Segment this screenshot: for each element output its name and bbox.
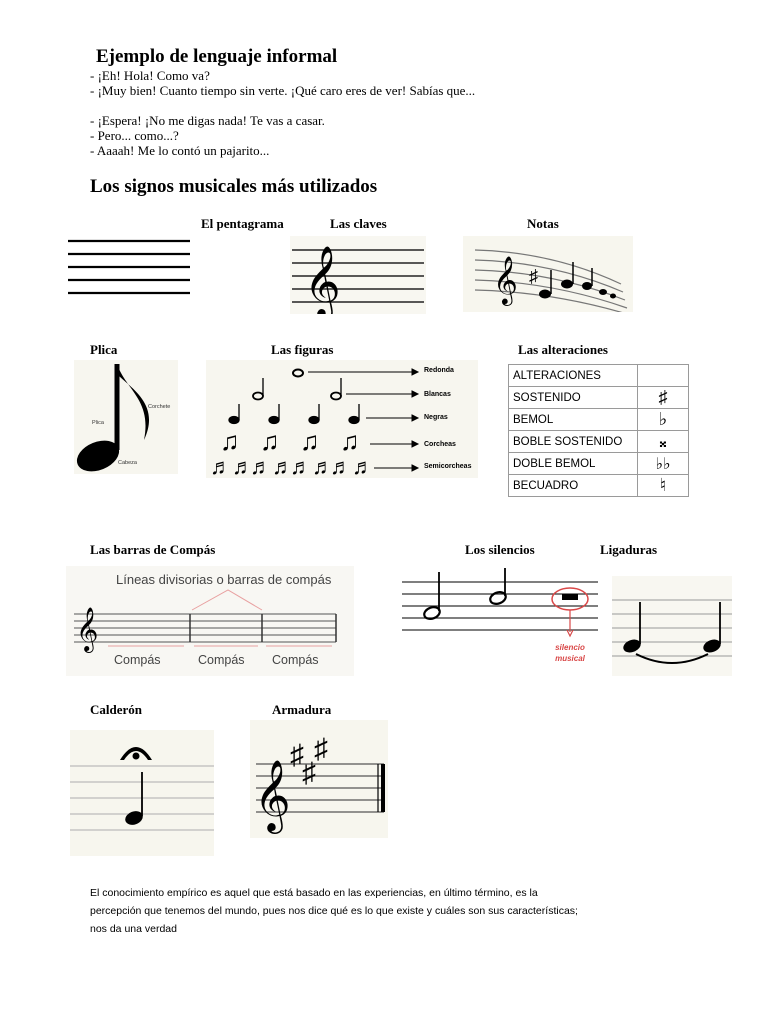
- table-row: SOSTENIDO ♯: [509, 387, 689, 409]
- heading-informal: Ejemplo de lenguaje informal: [96, 46, 338, 67]
- compas-label: Compás: [272, 653, 319, 667]
- sharp-icon: ♯: [529, 266, 538, 286]
- pentagrama-image: [66, 212, 192, 304]
- dialogue-line: - ¡Muy bien! Cuanto tiempo sin verte. ¡Qué caro eres de ver! Sabías que...: [90, 83, 476, 98]
- table-row: DOBLE BEMOL ♭♭: [509, 453, 689, 475]
- plica-image: [74, 360, 178, 474]
- svg-text:♫: ♫: [300, 426, 320, 456]
- dialogue-block: [90, 68, 475, 158]
- dialogue-line: - ¡Eh! Hola! Como va?: [90, 68, 210, 83]
- treble-clef-icon: 𝄞: [254, 761, 291, 830]
- figuras-image: [206, 360, 478, 478]
- barras-image: [66, 566, 354, 676]
- svg-text:♫: ♫: [340, 426, 360, 456]
- table-row: BOBLE SOSTENIDO 𝄪: [509, 431, 689, 453]
- barras-title: Líneas divisorias o barras de compás: [116, 572, 332, 587]
- paragraph-line: percepción que tenemos del mundo, pues nos dice qué es lo que existe y cuáles son sus características;: [90, 905, 578, 917]
- label-figuras: Las figuras: [271, 342, 334, 357]
- svg-text:♬♬: ♬♬: [290, 454, 334, 478]
- paragraph-empirico: [90, 884, 730, 938]
- label-claves: Las claves: [330, 216, 387, 231]
- dialogue-line: - Aaaah! Me lo contó un pajarito...: [90, 143, 270, 158]
- figura-name: Corcheas: [424, 441, 456, 448]
- svg-text:♬♬: ♬♬: [250, 454, 294, 478]
- label-calderon: Calderón: [90, 702, 142, 717]
- plica-part-label: Plica: [92, 420, 104, 426]
- table-row: BECUADRO ♮: [509, 475, 689, 497]
- label-ligaduras: Ligaduras: [600, 542, 658, 557]
- natural-icon: ♮: [638, 475, 689, 497]
- heading-music: Los signos musicales más utilizados: [90, 176, 378, 197]
- compas-label: Compás: [198, 653, 245, 667]
- sharp-icon: ♯: [302, 757, 316, 788]
- dialogue-line: - ¡Espera! ¡No me digas nada! Te vas a casar.: [90, 113, 325, 128]
- table-row: ALTERACIONES: [509, 365, 689, 387]
- flat-icon: ♭: [638, 409, 689, 431]
- compas-label: Compás: [114, 653, 161, 667]
- svg-text:♫: ♫: [260, 426, 280, 456]
- plica-part-label: Cabeza: [118, 460, 137, 466]
- label-plica: Plica: [90, 342, 118, 357]
- label-alteraciones: Las alteraciones: [518, 342, 608, 357]
- svg-text:♬♬: ♬♬: [330, 454, 374, 478]
- figura-name: Blancas: [424, 391, 451, 398]
- treble-clef-icon: 𝄞: [304, 247, 341, 314]
- sharp-icon: ♯: [638, 387, 689, 409]
- armadura-image: [250, 720, 388, 838]
- calderon-image: [70, 730, 214, 856]
- plica-part-label: Corchete: [148, 404, 171, 410]
- paragraph-line: nos da una verdad: [90, 923, 177, 935]
- treble-clef-icon: 𝄞: [76, 609, 99, 651]
- silencios-image: [402, 568, 598, 670]
- ligaduras-image: [612, 576, 732, 676]
- svg-text:♬♬: ♬♬: [210, 454, 254, 478]
- paragraph-line: El conocimiento empírico es aquel que está basado en las experiencias, en último término, es la: [90, 887, 538, 899]
- treble-clef-icon: 𝄞: [493, 256, 518, 303]
- double-sharp-icon: 𝄪: [638, 431, 689, 453]
- table-row: BEMOL ♭: [509, 409, 689, 431]
- label-armadura: Armadura: [272, 702, 332, 717]
- label-pentagrama: El pentagrama: [201, 216, 284, 231]
- sharp-icon: ♯: [314, 733, 328, 764]
- label-silencios: Los silencios: [465, 542, 535, 557]
- claves-image: [290, 236, 426, 314]
- figura-name: Negras: [424, 414, 448, 421]
- silencio-caption: musical: [555, 654, 585, 663]
- figura-name: Redonda: [424, 367, 454, 374]
- sharp-icon: ♯: [290, 739, 304, 770]
- figura-name: Semicorcheas: [424, 463, 472, 470]
- dialogue-line: - Pero... como...?: [90, 128, 179, 143]
- svg-text:♫: ♫: [220, 426, 240, 456]
- double-flat-icon: ♭♭: [638, 453, 689, 475]
- label-barras: Las barras de Compás: [90, 542, 216, 557]
- label-notas: Notas: [527, 216, 559, 231]
- alteraciones-table: [508, 364, 689, 497]
- silencio-caption: silencio: [555, 643, 585, 652]
- notas-image: [463, 236, 633, 312]
